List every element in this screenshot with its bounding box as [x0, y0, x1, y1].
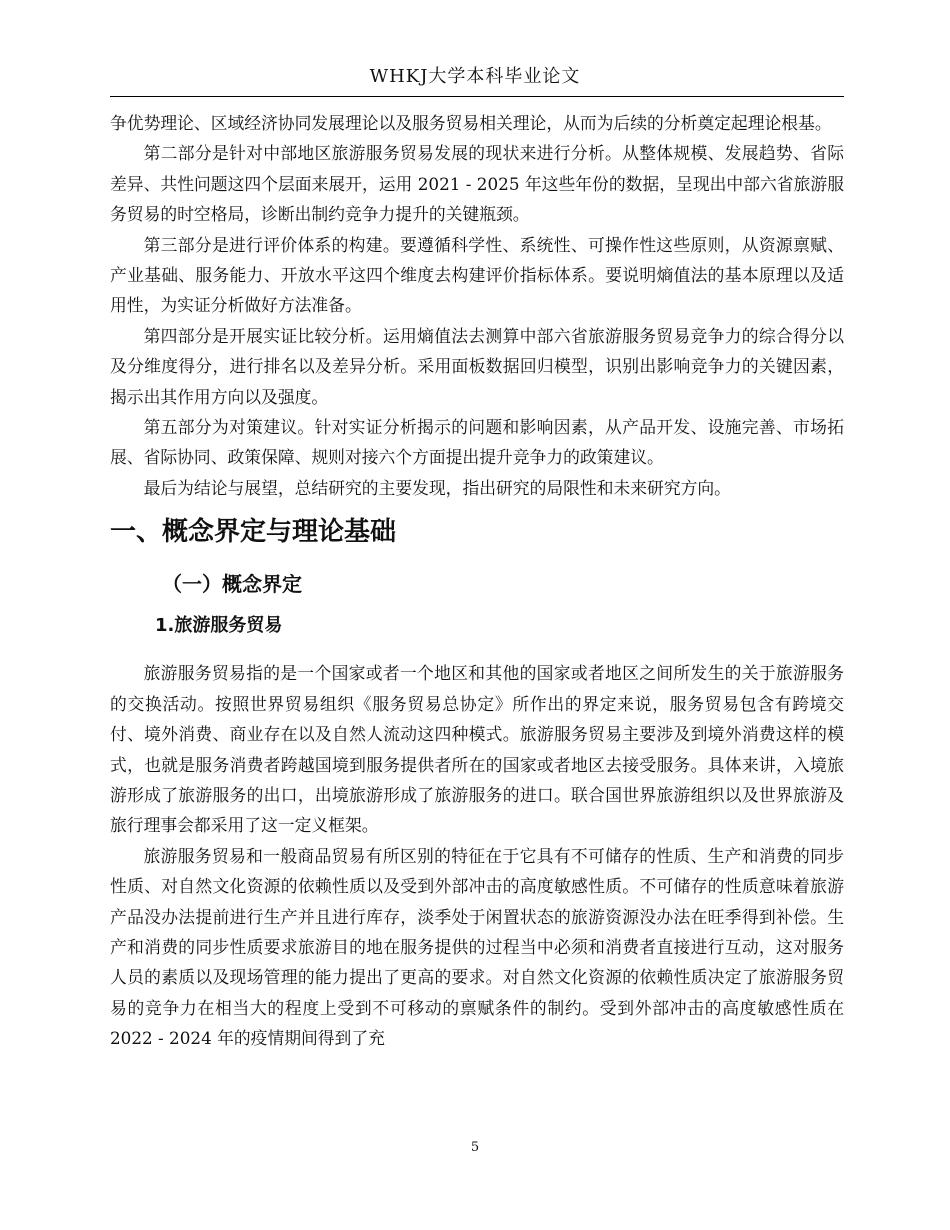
page-header: WHKJ大学本科毕业论文 — [369, 66, 581, 87]
paragraph-definition: 旅游服务贸易指的是一个国家或者一个地区和其他的国家或者地区之间所发生的关于旅游服务的交换活动。按照世界贸易组织《服务贸易总协定》所作出的界定来说，服务贸易包含有跨境交付、境外消费、商业存在以及自然人流动这四种模式。旅游服务贸易主要涉及到境外消费这样的模式，也就是服务消费者跨越国境到服务提供者所在的国家或者地区去接受服务。具体来讲，入境旅游形成了旅游服务的出口，出境旅游形成了旅游服务的进口。联合国世界旅游组织以及世界旅游及旅行理事会都采用了这一定义框架。 — [110, 663, 844, 836]
paragraph-part-two: 第二部分是针对中部地区旅游服务贸易发展的现状来进行分析。从整体规模、发展趋势、省际差异、共性问题这四个层面来展开，运用 2021 - 2025 年这些年份的数据，呈现出中部六省旅游服务贸易的时空格局，诊断出制约竞争力提升的关键瓶颈。 — [110, 143, 844, 225]
section-heading: （一）概念界定 — [162, 572, 302, 597]
chapter-heading: 一、概念界定与理论基础 — [110, 517, 397, 548]
paragraph-continuation: 争优势理论、区域经济协同发展理论以及服务贸易相关理论，从而为后续的分析奠定起理论根基。 — [110, 113, 832, 133]
paragraph-part-three: 第三部分是进行评价体系的构建。要遵循科学性、系统性、可操作性这些原则，从资源禀赋、产业基础、服务能力、开放水平这四个维度去构建评价指标体系。要说明熵值法的基本原理以及适用性，为实证分析做好方法准备。 — [110, 234, 844, 316]
paragraph-part-five: 第五部分为对策建议。针对实证分析揭示的问题和影响因素，从产品开发、设施完善、市场拓展、省际协同、政策保障、规则对接六个方面提出提升竞争力的政策建议。 — [110, 417, 844, 468]
header-rule — [110, 96, 844, 97]
subsection-heading: 1.旅游服务贸易 — [155, 615, 283, 637]
paragraph-part-four: 第四部分是开展实证比较分析。运用熵值法去测算中部六省旅游服务贸易竞争力的综合得分以及分维度得分，进行排名以及差异分析。采用面板数据回归模型，识别出影响竞争力的关键因素，揭示出其作用方向以及强度。 — [110, 325, 844, 407]
paragraph-characteristics: 旅游服务贸易和一般商品贸易有所区别的特征在于它具有不可储存的性质、生产和消费的同步性质、对自然文化资源的依赖性质以及受到外部冲击的高度敏感性质。不可储存的性质意味着旅游产品没办法提前进行生产并且进行库存，淡季处于闲置状态的旅游资源没办法在旺季得到补偿。生产和消费的同步性质要求旅游目的地在服务提供的过程当中必须和消费者直接进行互动，这对服务人员的素质以及现场管理的能力提出了更高的要求。对自然文化资源的依赖性质决定了旅游服务贸易的竞争力在相当大的程度上受到不可移动的禀赋条件的制约。受到外部冲击的高度敏感性质在 2022 - 2024 年的疫情期间得到了充 — [110, 845, 844, 1049]
page-number: 5 — [470, 1140, 480, 1155]
paragraph-conclusion-outline: 最后为结论与展望，总结研究的主要发现，指出研究的局限性和未来研究方向。 — [143, 477, 731, 498]
page-body — [110, 108, 844, 1054]
